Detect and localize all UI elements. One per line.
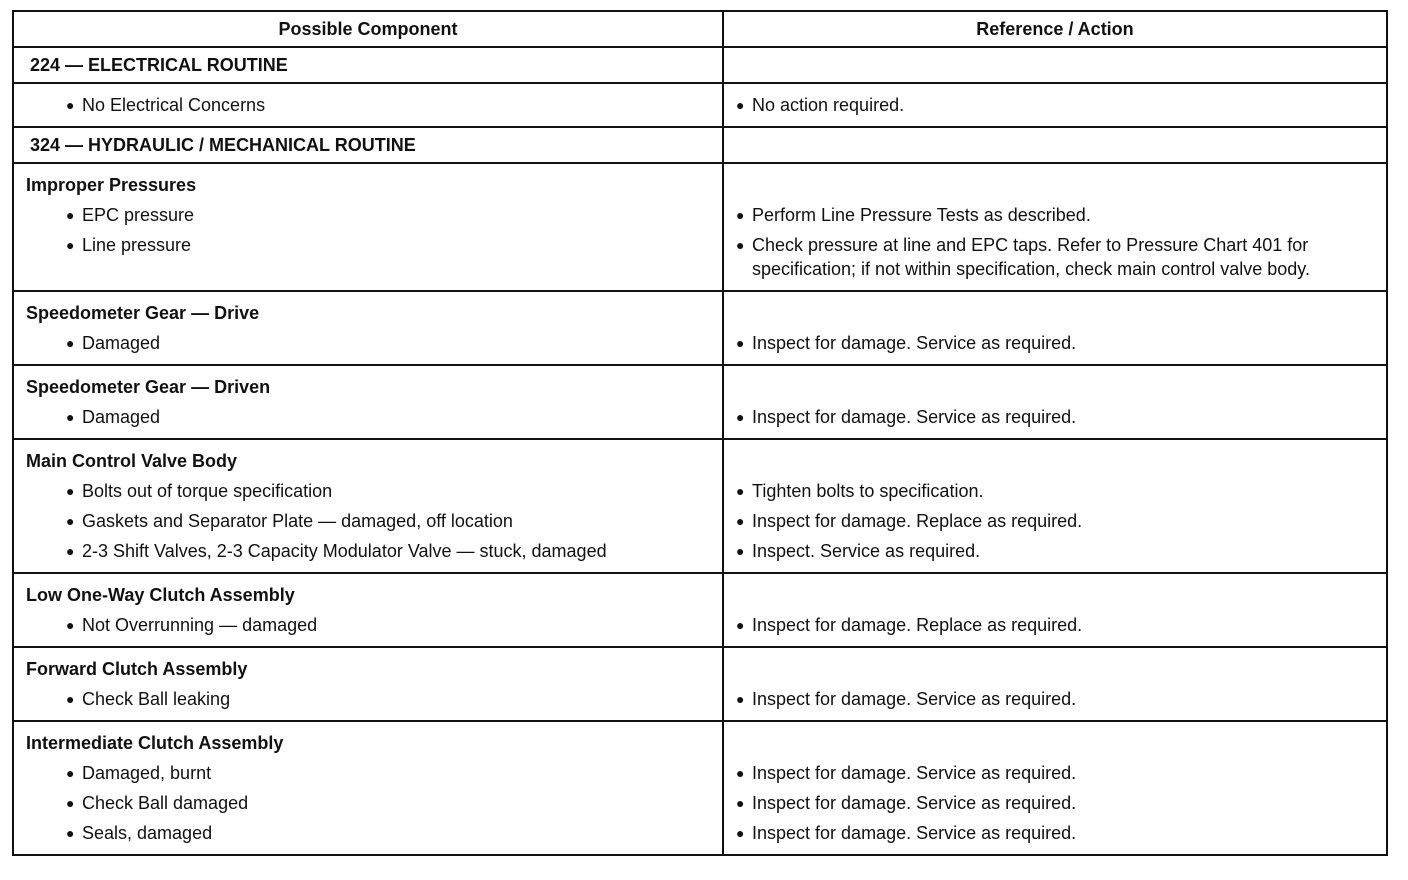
action-item xyxy=(736,818,1374,848)
action-line xyxy=(736,476,1374,506)
component-line xyxy=(26,200,710,230)
action-cell-inner xyxy=(724,722,1386,854)
diagnostic-chart xyxy=(12,10,1386,856)
component-item-text: EPC pressure xyxy=(82,205,195,225)
component-line xyxy=(26,476,710,506)
action-item-text: Inspect. Service as required. xyxy=(752,541,981,561)
component-line xyxy=(26,610,710,640)
component-item xyxy=(26,328,710,358)
component-item-text: Gaskets and Separator Plate — damaged, off location xyxy=(82,511,513,531)
bullet-icon: ● xyxy=(736,543,745,559)
routine-row xyxy=(13,127,1387,163)
action-line xyxy=(736,758,1374,788)
action-item xyxy=(736,506,1374,536)
component-line xyxy=(26,758,710,788)
column-header-component: Possible Component xyxy=(13,11,723,47)
routine-title: 224 — ELECTRICAL ROUTINE xyxy=(13,47,723,83)
bullet-icon: ● xyxy=(736,97,745,113)
action-spacer xyxy=(736,654,1374,684)
action-item-text: Check pressure at line and EPC taps. Refer to Pressure Chart 401 for specification; if not within specification, check main control valve body. xyxy=(752,235,1310,279)
component-heading: Intermediate Clutch Assembly xyxy=(26,733,284,753)
action-item-text: No action required. xyxy=(752,95,905,115)
action-cell-inner xyxy=(724,84,1386,126)
bullet-icon: ● xyxy=(736,513,745,529)
bullet-icon: ● xyxy=(66,335,75,351)
component-line xyxy=(26,536,710,566)
action-line xyxy=(736,818,1374,848)
action-item-text: Tighten bolts to specification. xyxy=(752,481,984,501)
action-cell-inner xyxy=(724,440,1386,572)
action-line xyxy=(736,788,1374,818)
bullet-icon: ● xyxy=(66,795,75,811)
action-cell-inner xyxy=(724,164,1386,290)
component-group-row xyxy=(13,721,1387,855)
component-cell xyxy=(13,163,723,291)
component-line xyxy=(26,230,710,260)
action-cell-inner xyxy=(724,648,1386,720)
bullet-icon: ● xyxy=(736,617,745,633)
component-item xyxy=(26,788,710,818)
component-cell xyxy=(13,573,723,647)
header-row xyxy=(13,11,1387,47)
action-line xyxy=(736,230,1374,284)
component-heading: Forward Clutch Assembly xyxy=(26,659,248,679)
component-heading: Low One-Way Clutch Assembly xyxy=(26,585,295,605)
action-cell xyxy=(723,647,1387,721)
component-item-text: Check Ball leaking xyxy=(82,689,231,709)
bullet-icon: ● xyxy=(736,335,745,351)
component-item-text: Seals, damaged xyxy=(82,823,213,843)
bullet-icon: ● xyxy=(736,825,745,841)
component-cell xyxy=(13,291,723,365)
action-line xyxy=(736,402,1374,432)
component-item-text: Damaged xyxy=(82,333,161,353)
routine-title: 324 — HYDRAULIC / MECHANICAL ROUTINE xyxy=(13,127,723,163)
component-line xyxy=(26,402,710,432)
component-item-text: Check Ball damaged xyxy=(82,793,249,813)
action-spacer xyxy=(736,728,1374,758)
bullet-icon: ● xyxy=(66,765,75,781)
bullet-icon: ● xyxy=(66,207,75,223)
component-group-row xyxy=(13,291,1387,365)
component-line xyxy=(26,90,710,120)
component-item xyxy=(26,90,710,120)
component-item-text: Line pressure xyxy=(82,235,192,255)
bullet-icon: ● xyxy=(736,483,745,499)
bullet-icon: ● xyxy=(736,409,745,425)
action-item-text: Inspect for damage. Service as required. xyxy=(752,793,1077,813)
action-item-text: Inspect for damage. Replace as required. xyxy=(752,615,1083,635)
action-cell xyxy=(723,721,1387,855)
component-cell-inner xyxy=(14,440,722,572)
action-item-text: Inspect for damage. Service as required. xyxy=(752,407,1077,427)
component-group-row xyxy=(13,573,1387,647)
action-spacer xyxy=(736,580,1374,610)
action-item-text: Inspect for damage. Service as required. xyxy=(752,333,1077,353)
action-item xyxy=(736,684,1374,714)
bullet-icon: ● xyxy=(66,513,75,529)
action-item xyxy=(736,610,1374,640)
routine-blank-cell xyxy=(723,127,1387,163)
component-line xyxy=(26,684,710,714)
action-cell xyxy=(723,83,1387,127)
component-cell xyxy=(13,647,723,721)
bullet-icon: ● xyxy=(66,97,75,113)
component-item xyxy=(26,684,710,714)
component-line xyxy=(26,788,710,818)
action-item-text: Perform Line Pressure Tests as described. xyxy=(752,205,1091,225)
routine-row xyxy=(13,47,1387,83)
component-cell-inner xyxy=(14,722,722,854)
action-cell-inner xyxy=(724,292,1386,364)
action-item-text: Inspect for damage. Service as required. xyxy=(752,823,1077,843)
component-item xyxy=(26,230,710,260)
component-group-row xyxy=(13,365,1387,439)
bullet-icon: ● xyxy=(736,691,745,707)
component-cell-inner xyxy=(14,164,722,266)
action-spacer xyxy=(736,372,1374,402)
action-item xyxy=(736,233,1374,281)
bullet-icon: ● xyxy=(66,409,75,425)
bullet-icon: ● xyxy=(66,617,75,633)
component-group-row xyxy=(13,163,1387,291)
bullet-icon: ● xyxy=(66,543,75,559)
component-cell-inner xyxy=(14,574,722,646)
component-item xyxy=(26,610,710,640)
component-item xyxy=(26,758,710,788)
component-line xyxy=(26,818,710,848)
component-item-text: Damaged xyxy=(82,407,161,427)
component-cell-inner xyxy=(14,648,722,720)
action-item xyxy=(736,328,1374,358)
component-cell-inner xyxy=(14,292,722,364)
action-cell-inner xyxy=(724,574,1386,646)
component-line xyxy=(26,328,710,358)
component-heading: Main Control Valve Body xyxy=(26,451,238,471)
component-cell xyxy=(13,365,723,439)
action-spacer xyxy=(736,298,1374,328)
action-item xyxy=(736,758,1374,788)
component-heading: Speedometer Gear — Drive xyxy=(26,303,260,323)
component-line xyxy=(26,506,710,536)
action-item-text: Inspect for damage. Service as required. xyxy=(752,763,1077,783)
bullet-icon: ● xyxy=(66,825,75,841)
component-group-row xyxy=(13,83,1387,127)
component-cell xyxy=(13,721,723,855)
action-cell xyxy=(723,365,1387,439)
action-cell xyxy=(723,163,1387,291)
action-item xyxy=(736,200,1374,230)
bullet-icon: ● xyxy=(66,691,75,707)
action-item-text: Inspect for damage. Service as required. xyxy=(752,689,1077,709)
component-item-text: Bolts out of torque specification xyxy=(82,481,333,501)
action-cell-inner xyxy=(724,366,1386,438)
column-header-action: Reference / Action xyxy=(723,11,1387,47)
action-line xyxy=(736,90,1374,120)
action-line xyxy=(736,506,1374,536)
component-item xyxy=(26,200,710,230)
bullet-icon: ● xyxy=(736,795,745,811)
action-line xyxy=(736,684,1374,714)
action-spacer xyxy=(736,446,1374,476)
action-line xyxy=(736,200,1374,230)
bullet-icon: ● xyxy=(736,207,745,223)
action-cell xyxy=(723,573,1387,647)
component-item-text: Not Overrunning — damaged xyxy=(82,615,318,635)
component-cell xyxy=(13,83,723,127)
component-item-text: No Electrical Concerns xyxy=(82,95,266,115)
action-item xyxy=(736,90,1374,120)
component-cell-inner xyxy=(14,366,722,438)
component-item xyxy=(26,818,710,848)
bullet-icon: ● xyxy=(66,483,75,499)
action-line xyxy=(736,610,1374,640)
component-cell-inner xyxy=(14,84,722,126)
action-item xyxy=(736,476,1374,506)
action-spacer xyxy=(736,170,1374,200)
component-item xyxy=(26,506,710,536)
action-line xyxy=(736,328,1374,358)
component-group-row xyxy=(13,439,1387,573)
routine-blank-cell xyxy=(723,47,1387,83)
component-item xyxy=(26,476,710,506)
component-item xyxy=(26,536,710,566)
action-item xyxy=(736,402,1374,432)
component-heading: Improper Pressures xyxy=(26,175,197,195)
action-line xyxy=(736,536,1374,566)
component-cell xyxy=(13,439,723,573)
action-item xyxy=(736,536,1374,566)
component-heading: Speedometer Gear — Driven xyxy=(26,377,271,397)
action-item xyxy=(736,788,1374,818)
action-cell xyxy=(723,291,1387,365)
component-item-text: Damaged, burnt xyxy=(82,763,212,783)
action-cell xyxy=(723,439,1387,573)
bullet-icon: ● xyxy=(736,237,745,253)
action-item-text: Inspect for damage. Replace as required. xyxy=(752,511,1083,531)
diagnostic-table xyxy=(12,10,1388,856)
component-group-row xyxy=(13,647,1387,721)
table-body xyxy=(13,47,1387,855)
bullet-icon: ● xyxy=(736,765,745,781)
component-item xyxy=(26,402,710,432)
component-item-text: 2-3 Shift Valves, 2-3 Capacity Modulator Valve — stuck, damaged xyxy=(82,541,607,561)
bullet-icon: ● xyxy=(66,237,75,253)
